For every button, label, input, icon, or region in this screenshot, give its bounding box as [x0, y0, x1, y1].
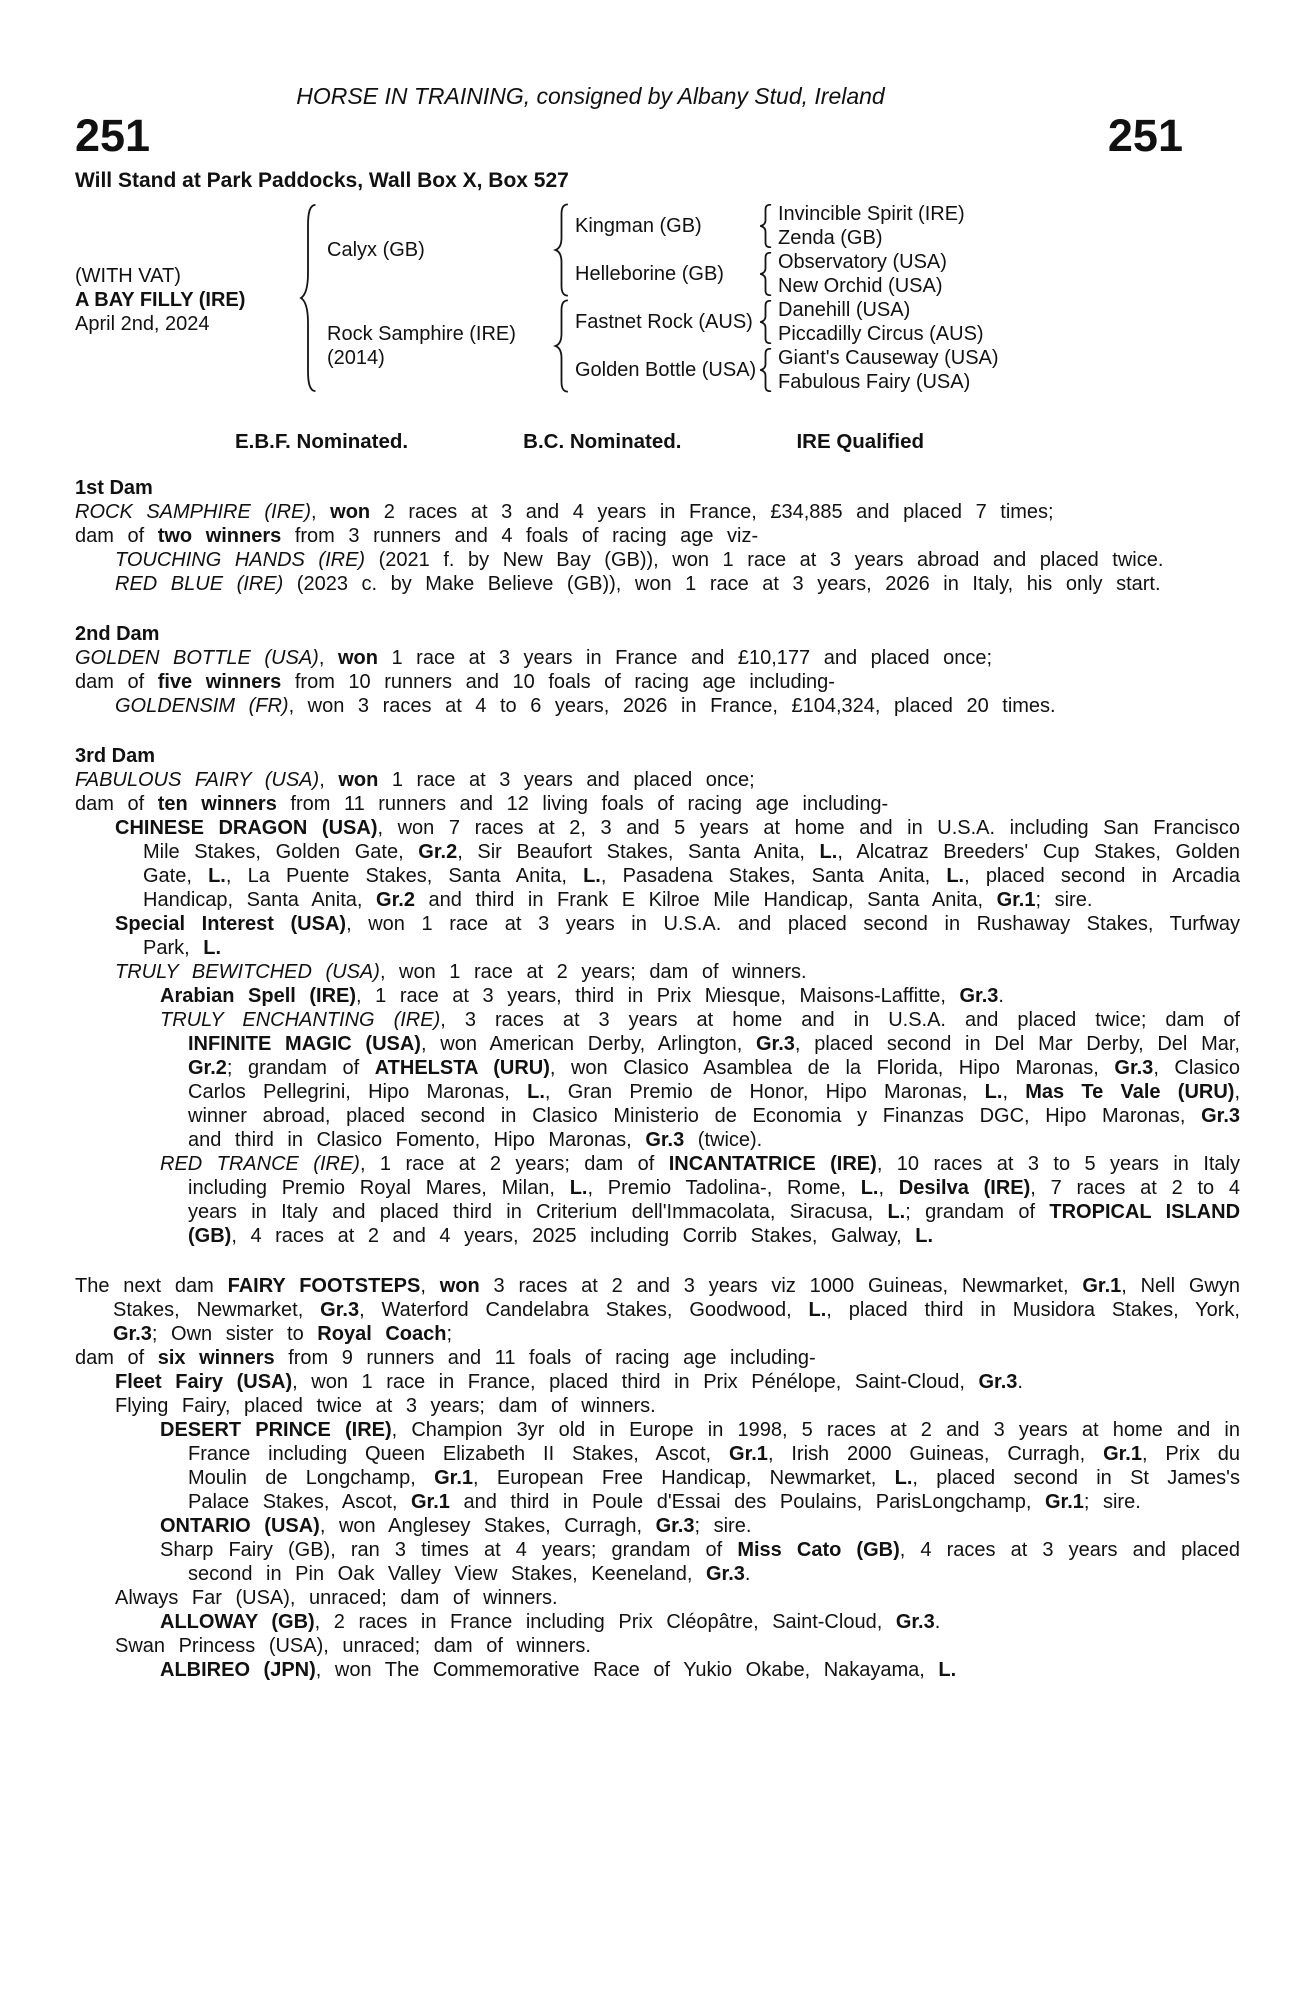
text-run: Fleet Fairy (USA) [115, 1371, 293, 1393]
text-run: Gr.3 [705, 1563, 745, 1585]
dam-section [75, 622, 1240, 718]
foaling-date: April 2nd, 2024 [75, 313, 210, 335]
text-run: and third in Clasico Fomento, Hipo Maronas, [188, 1129, 646, 1151]
pedigree-table [75, 202, 1240, 394]
text-run: , won The Commemorative Race of Yukio Okabe, Nakayama, [315, 1659, 939, 1681]
text-run: dam of [75, 1347, 158, 1369]
pedigree-maternal-granddam: Golden Bottle (USA) [575, 359, 757, 381]
pedigree-great-grandparent: Fabulous Fairy (USA) [778, 371, 971, 393]
text-run: Royal Coach [317, 1323, 447, 1345]
text-run: Mas Te Vale (URU) [1025, 1081, 1235, 1103]
text-run: , 10 races at 3 to 5 years in Italy including Premio Royal Mares, Milan, [188, 1153, 1241, 1199]
text-run: , won Anglesey Stakes, Curragh, [319, 1515, 656, 1537]
text-run: Desilva (IRE) [898, 1177, 1031, 1199]
text-run: , Alcatraz Breeders' Cup Stakes, Golden Gate, [143, 841, 1240, 887]
text-run: six winners [157, 1347, 275, 1369]
catalog-paragraph [75, 1634, 1240, 1658]
text-run: from 3 runners and 4 foals of racing age viz- [281, 525, 759, 547]
text-run: , won American Derby, Arlington, [420, 1033, 756, 1055]
pedigree-great-grandparent: Piccadilly Circus (AUS) [778, 323, 984, 345]
text-run: two winners [157, 525, 282, 547]
catalog-paragraph [75, 768, 1240, 792]
text-run: Gr.2 [418, 841, 458, 863]
text-run: INCANTATRICE (IRE) [668, 1153, 877, 1175]
text-run: L. [938, 1659, 957, 1681]
text-run: dam of [75, 671, 158, 693]
text-run: Flying Fairy, placed twice at 3 years; dam of winners. [115, 1395, 656, 1417]
nomination-ebf: E.B.F. Nominated. [235, 430, 409, 453]
text-run: , 2 races in France including Prix Cléopâtre, Saint-Cloud, [314, 1611, 896, 1633]
pedigree-great-grandparent: Giant's Causeway (USA) [778, 347, 999, 369]
text-run: , 4 races at 2 and 4 years, 2025 including Corrib Stakes, Galway, [231, 1225, 916, 1247]
text-run: L. [887, 1201, 906, 1223]
text-run: , placed second in St James's Palace Stakes, Ascot, [188, 1467, 1240, 1513]
lot-number-right: 251 [1107, 110, 1183, 161]
lot-number-left: 251 [75, 110, 151, 161]
text-run: INFINITE MAGIC (USA) [188, 1033, 421, 1055]
text-run: 1 race at 3 years in France and £10,177 and placed once; [377, 647, 993, 669]
pedigree-paternal-granddam: Helleborine (GB) [575, 263, 724, 285]
text-run: , won 1 race at 2 years; dam of winners. [379, 961, 807, 983]
pedigree-dam-cell [327, 298, 552, 394]
text-run: . [998, 985, 1004, 1007]
text-run: Always Far (USA), unraced; dam of winners. [115, 1587, 558, 1609]
text-run: 3 races at 2 and 3 years viz 1000 Guineas, Newmarket, [479, 1275, 1083, 1297]
catalog-paragraph [75, 1370, 1240, 1394]
nomination-bc: B.C. Nominated. [523, 430, 682, 453]
text-run: , Clasico Carlos Pellegrini, Hipo Maronas, [188, 1057, 1240, 1103]
text-run: Gr.3 [655, 1515, 695, 1537]
text-run: TOUCHING HANDS (IRE) [115, 549, 366, 571]
text-run: and third in Poule d'Essai des Poulains, ParisLongchamp, [449, 1491, 1045, 1513]
text-run: DESERT PRINCE (IRE) [160, 1419, 392, 1441]
catalog-paragraph [75, 670, 1240, 694]
text-run: Gr.3 [645, 1129, 685, 1151]
dam-heading: 3rd Dam [75, 745, 156, 767]
text-run: ; sire. [1035, 889, 1093, 911]
text-run: and third in Frank E Kilroe Mile Handicap, Santa Anita, [414, 889, 997, 911]
text-run: ALBIREO (JPN) [160, 1659, 316, 1681]
pedigree-great-grandparent: Invincible Spirit (IRE) [778, 203, 965, 225]
text-run: , [319, 769, 339, 791]
text-run: Gr.3 [1201, 1105, 1240, 1127]
text-run: , placed second in Arcadia Handicap, Santa Anita, [143, 865, 1241, 911]
text-run: ; grandam of [905, 1201, 1050, 1223]
text-run: from 10 runners and 10 foals of racing age including- [281, 671, 835, 693]
text-run: , Sir Beaufort Stakes, Santa Anita, [457, 841, 820, 863]
text-run: , won 1 race in France, placed third in Prix Pénélope, Saint-Cloud, [292, 1371, 979, 1393]
text-run: L. [569, 1177, 588, 1199]
brace-icon [758, 300, 773, 344]
text-run: ; [446, 1323, 453, 1345]
consignor-header: HORSE IN TRAINING, consigned by Albany Stud, Ireland [296, 83, 885, 109]
text-run: Gr.3 [320, 1299, 360, 1321]
text-run: , 1 race at 2 years; dam of [359, 1153, 669, 1175]
subject-block [75, 264, 290, 336]
catalog-paragraph [75, 1152, 1240, 1248]
catalog-paragraph [75, 1658, 1240, 1682]
dam-heading: 2nd Dam [75, 623, 160, 645]
sire-name: Calyx (GB) [327, 239, 425, 261]
lot-number-row [75, 110, 1240, 161]
text-run: Gr.1 [1082, 1275, 1122, 1297]
text-run: ONTARIO (USA) [160, 1515, 320, 1537]
brace-icon [758, 252, 773, 296]
text-run: Gr.2 [376, 889, 415, 911]
text-run: , 1 race at 3 years, third in Prix Miesque, Maisons-Laffitte, [356, 985, 960, 1007]
text-run: , Irish 2000 Guineas, Curragh, [767, 1443, 1104, 1465]
text-run: , Pasadena Stakes, Santa Anita, [600, 865, 947, 887]
text-run: TRULY BEWITCHED (USA) [115, 961, 380, 983]
text-run: , [878, 1177, 899, 1199]
text-run: L. [984, 1081, 1003, 1103]
text-run: Sharp Fairy (GB), ran 3 times at 4 years; grandam of [160, 1539, 738, 1561]
text-run: . [744, 1563, 751, 1585]
dam-section [75, 1274, 1240, 1682]
text-run: won [439, 1275, 480, 1297]
catalog-paragraph [75, 1008, 1240, 1152]
text-run: Gr.3 [756, 1033, 795, 1055]
text-run: , [318, 647, 338, 669]
dam-year: (2014) [327, 347, 385, 369]
subject-name: A BAY FILLY (IRE) [75, 289, 246, 311]
catalog-paragraph [75, 1394, 1240, 1418]
catalog-paragraph [75, 646, 1240, 670]
text-run: , [311, 501, 331, 523]
pedigree-great-grandparent: Danehill (USA) [778, 299, 911, 321]
catalog-paragraph [75, 572, 1240, 596]
text-run: Gr.3 [959, 985, 999, 1007]
dam-heading: 1st Dam [75, 477, 153, 499]
text-run: Gr.1 [1044, 1491, 1084, 1513]
text-run: , Nell Gwyn Stakes, Newmarket, [113, 1275, 1240, 1321]
text-run: 1 race at 3 years and placed once; [378, 769, 755, 791]
text-run: FAIRY FOOTSTEPS [227, 1275, 421, 1297]
dam-sections [75, 476, 1240, 1682]
text-run: Gr.3 [978, 1371, 1018, 1393]
nomination-ire: IRE Qualified [796, 430, 925, 453]
text-run: ; sire. [1083, 1491, 1141, 1513]
catalog-paragraph [75, 1274, 1240, 1346]
catalog-paragraph [75, 1418, 1240, 1514]
text-run: . [1017, 1371, 1023, 1393]
pedigree-paternal-grandsire: Kingman (GB) [575, 215, 702, 237]
text-run: from 9 runners and 11 foals of racing age including- [274, 1347, 816, 1369]
text-run: L. [203, 937, 222, 959]
text-run: , placed second in Del Mar Derby, Del Mar, [794, 1033, 1240, 1055]
text-run: , 7 races at 2 to 4 years in Italy and placed third in Criterium dell'Immacolata, Siracusa, [188, 1177, 1241, 1223]
text-run: , Premio Tadolina-, Rome, [587, 1177, 861, 1199]
pedigree-great-grandparent: Observatory (USA) [778, 251, 947, 273]
text-run: dam of [75, 793, 158, 815]
text-run: , European Free Handicap, Newmarket, [473, 1467, 895, 1489]
text-run: , won 7 races at 2, 3 and 5 years at home and in U.S.A. including San Francisco Mile Stakes, Golden Gate, [143, 817, 1240, 863]
text-run: , winner abroad, placed second in Clasico Ministerio de Economia y Finanzas DGC, Hipo Maronas, [188, 1081, 1240, 1127]
text-run: , [420, 1275, 440, 1297]
catalog-paragraph [75, 694, 1240, 718]
text-run: (2021 f. by New Bay (GB)), won 1 race at 3 years abroad and placed twice. [365, 549, 1164, 571]
text-run: ; sire. [694, 1515, 752, 1537]
text-run: won [330, 501, 371, 523]
text-run: Gr.1 [729, 1443, 768, 1465]
pedigree-great-grandparent: New Orchid (USA) [778, 275, 943, 297]
text-run: L. [915, 1225, 934, 1247]
text-run: , Gran Premio de Honor, Hipo Maronas, [544, 1081, 985, 1103]
pedigree-maternal-grandsire: Fastnet Rock (AUS) [575, 311, 753, 333]
text-run: dam of [75, 525, 158, 547]
catalog-paragraph [75, 1610, 1240, 1634]
text-run: Gr.3 [113, 1323, 152, 1345]
text-run: ten winners [157, 793, 277, 815]
text-run: , [1002, 1081, 1026, 1103]
text-run: , won 1 race at 3 years in U.S.A. and placed second in Rushaway Stakes, Turfway Park, [143, 913, 1241, 959]
text-run: , won Clasico Asamblea de la Florida, Hipo Maronas, [549, 1057, 1115, 1079]
stand-location-line: Will Stand at Park Paddocks, Wall Box X, Box 527 [75, 169, 569, 192]
text-run: , Waterford Candelabra Stakes, Goodwood, [359, 1299, 809, 1321]
text-run: , Champion 3yr old in Europe in 1998, 5 races at 2 and 3 years at home and in France including Queen Elizabeth II Stakes, Ascot, [188, 1419, 1240, 1465]
text-run: L. [860, 1177, 879, 1199]
text-run: , 3 races at 3 years at home and in U.S.A. and placed twice; dam of [440, 1009, 1240, 1031]
catalog-paragraph [75, 792, 1240, 816]
text-run: L. [583, 865, 601, 887]
catalog-paragraph [75, 960, 1240, 984]
text-run: won [337, 647, 378, 669]
vat-note: (WITH VAT) [75, 265, 181, 287]
catalog-paragraph [75, 500, 1240, 524]
text-run: ROCK SAMPHIRE (IRE) [75, 501, 312, 523]
text-run: L. [808, 1299, 827, 1321]
text-run: L. [819, 841, 838, 863]
brace-icon [553, 203, 570, 297]
text-run: Arabian Spell (IRE) [160, 985, 357, 1007]
catalog-paragraph [75, 1514, 1240, 1538]
text-run: 2 races at 3 and 4 years in France, £34,885 and placed 7 times; [370, 501, 1054, 523]
catalog-paragraph [75, 912, 1240, 960]
catalog-paragraph [75, 1346, 1240, 1370]
text-run: , Prix du Moulin de Longchamp, [188, 1443, 1241, 1489]
text-run: Gr.1 [1103, 1443, 1142, 1465]
text-run: won [338, 769, 379, 791]
text-run: Swan Princess (USA), unraced; dam of winners. [115, 1635, 591, 1657]
text-run: L. [946, 865, 965, 887]
text-run: from 11 runners and 12 living foals of racing age including- [276, 793, 889, 815]
text-run: Gr.1 [996, 889, 1036, 911]
text-run: , 4 races at 3 years and placed second in Pin Oak Valley View Stakes, Keeneland, [188, 1539, 1241, 1585]
text-run: (twice). [684, 1129, 763, 1151]
text-run: ALLOWAY (GB) [160, 1611, 315, 1633]
text-run: The next dam [75, 1275, 228, 1297]
pedigree-great-grandparent: Zenda (GB) [778, 227, 883, 249]
text-run: Gr.1 [411, 1491, 450, 1513]
brace-icon [758, 204, 773, 248]
text-run: TROPICAL ISLAND (GB) [188, 1201, 1241, 1247]
text-run: , La Puente Stakes, Santa Anita, [225, 865, 584, 887]
text-run: GOLDEN BOTTLE (USA) [75, 647, 319, 669]
text-run: , placed third in Musidora Stakes, York, [826, 1299, 1240, 1321]
text-run: ATHELSTA (URU) [374, 1057, 550, 1079]
text-run: CHINESE DRAGON (USA) [115, 817, 378, 839]
text-run: Gr.3 [895, 1611, 935, 1633]
text-run: L. [208, 865, 226, 887]
text-run: Miss Cato (GB) [737, 1539, 900, 1561]
catalog-paragraph [75, 984, 1240, 1008]
catalog-paragraph [75, 816, 1240, 912]
text-run: RED BLUE (IRE) [115, 573, 284, 595]
catalog-paragraph [75, 548, 1240, 572]
text-run: Gr.1 [434, 1467, 474, 1489]
catalog-paragraph [75, 1586, 1240, 1610]
text-run: Special Interest (USA) [115, 913, 347, 935]
text-run: , won 3 races at 4 to 6 years, 2026 in France, £104,324, placed 20 times. [288, 695, 1056, 717]
text-run: L. [894, 1467, 913, 1489]
dam-section [75, 744, 1240, 1248]
text-run: . [934, 1611, 941, 1633]
text-run: five winners [157, 671, 282, 693]
text-run: Gr.2 [188, 1057, 227, 1079]
text-run: ; Own sister to [151, 1323, 318, 1345]
catalog-paragraph [75, 524, 1240, 548]
catalog-paragraph [75, 1538, 1240, 1586]
brace-icon [553, 299, 570, 393]
text-run: GOLDENSIM (FR) [115, 695, 289, 717]
text-run: RED TRANCE (IRE) [160, 1153, 360, 1175]
text-run: L. [527, 1081, 545, 1103]
text-run: (2023 c. by Make Believe (GB)), won 1 race at 3 years, 2026 in Italy, his only start. [283, 573, 1161, 595]
nominations-row [75, 430, 1240, 454]
brace-icon [758, 348, 773, 392]
text-run: TRULY ENCHANTING (IRE) [160, 1009, 441, 1031]
dam-section [75, 476, 1240, 596]
pedigree-sire-cell [327, 202, 552, 298]
text-run: FABULOUS FAIRY (USA) [75, 769, 320, 791]
text-run: ; grandam of [226, 1057, 375, 1079]
dam-name: Rock Samphire (IRE) [327, 323, 516, 345]
brace-icon [298, 202, 318, 394]
text-run: Gr.3 [1114, 1057, 1154, 1079]
